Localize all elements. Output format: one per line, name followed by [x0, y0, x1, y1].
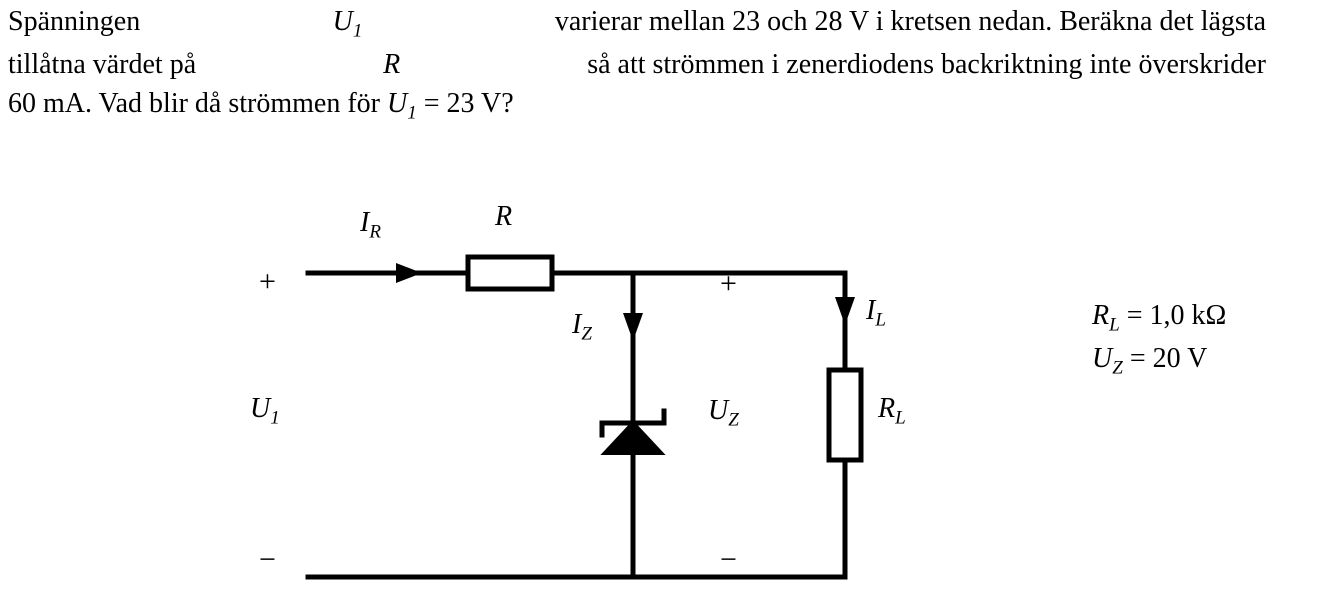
problem-line-2-variable: R [383, 48, 401, 80]
label-minus-source: − [259, 543, 276, 576]
problem-line-1 [8, 2, 1266, 45]
problem-line-3 [8, 84, 1266, 127]
problem-statement [8, 2, 1266, 127]
given-uz: $U_Z = 20$ V [1092, 343, 1208, 379]
label-uz: $U_Z$ [708, 395, 739, 431]
given-rl: $R_L = 1,0$ kΩ [1092, 300, 1227, 336]
resistor-rl-symbol [829, 370, 861, 460]
label-iz: $I_Z$ [572, 309, 592, 345]
problem-line-2-part-b: så att strömmen i zenerdiodens backriktning inte överskrider [587, 48, 1266, 80]
problem-line-1-part-a: Spänningen [8, 6, 141, 37]
resistor-r-symbol [468, 257, 552, 289]
problem-line-1-variable: $U_1$ [332, 6, 363, 42]
problem-line-3-part-b: = 23 V? [423, 88, 514, 120]
label-il: $I_L$ [866, 295, 886, 331]
current-arrow-ir [358, 263, 422, 283]
problem-line-2 [8, 45, 1266, 85]
zener-triangle [605, 423, 661, 453]
label-plus-uz: + [720, 267, 737, 300]
label-u1: $U_1$ [250, 393, 280, 429]
problem-line-2-part-a: tillåtna värdet på [8, 48, 197, 80]
problem-line-3-part-a: 60 mA. Vad blir då strömmen för [8, 88, 380, 120]
label-r: R [495, 201, 513, 232]
label-rl: $R_L$ [878, 393, 906, 429]
label-ir: $I_R$ [360, 207, 381, 243]
label-minus-uz: − [720, 543, 737, 576]
problem-line-3-variable: $U_1$ [386, 88, 417, 124]
label-plus-source: + [259, 265, 276, 298]
problem-line-1-part-b: varierar mellan 23 och 28 V i kretsen nedan. Beräkna det lägsta [554, 6, 1266, 37]
current-arrow-iz [623, 313, 643, 341]
given-values [1092, 296, 1226, 382]
current-arrow-il [835, 297, 855, 325]
circuit-svg [230, 185, 930, 605]
circuit-diagram [230, 185, 930, 605]
